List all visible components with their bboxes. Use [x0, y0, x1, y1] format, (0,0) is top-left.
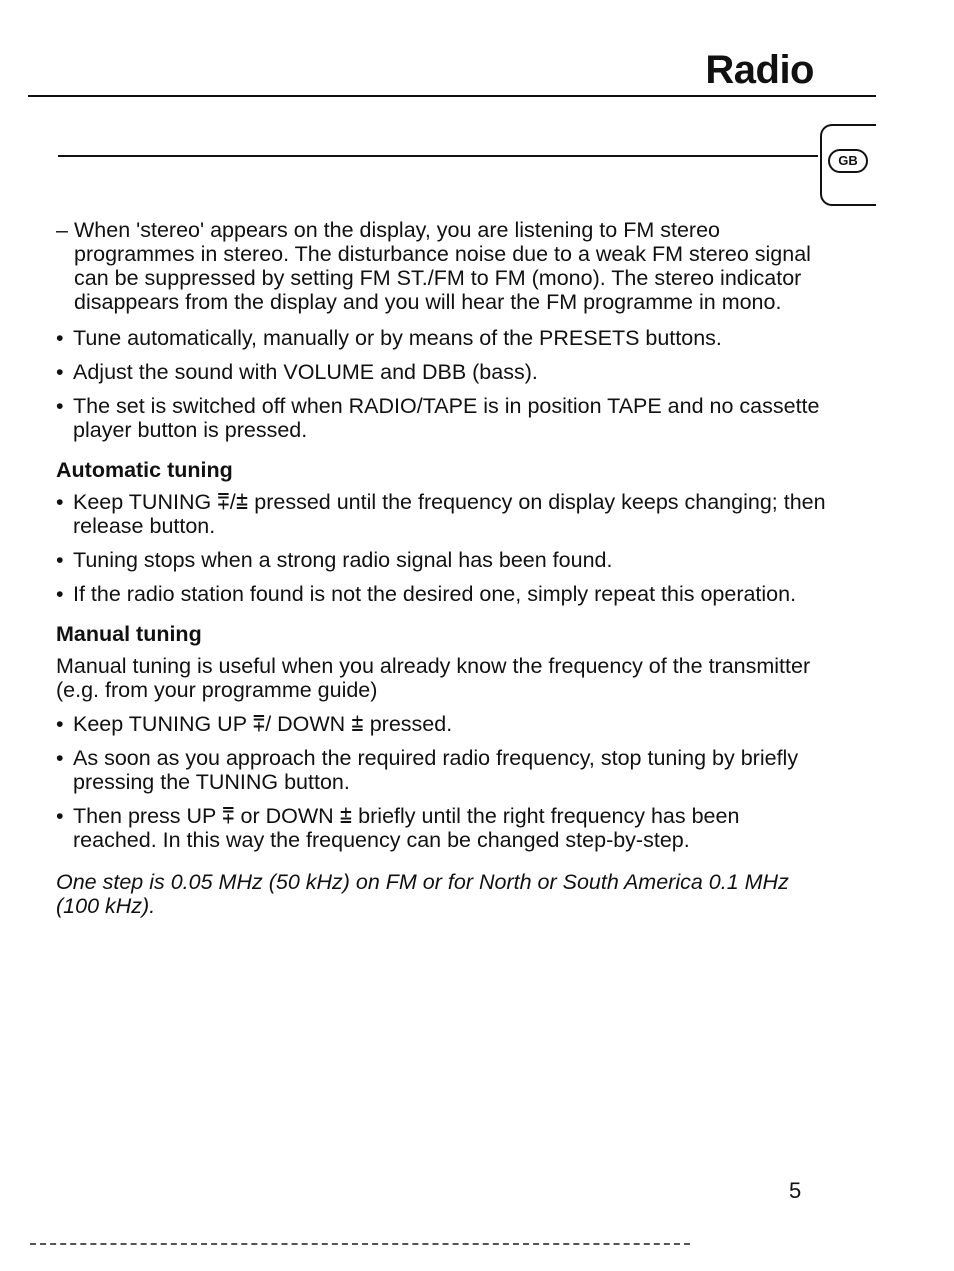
language-tab	[820, 124, 876, 206]
list-item	[56, 394, 826, 442]
list-item	[56, 326, 826, 350]
bullet-marker: •	[56, 360, 64, 384]
list-item-text: Tune automatically, manually or by means of the PRESETS buttons.	[73, 326, 722, 350]
header-rule	[28, 95, 876, 97]
language-badge: GB	[828, 149, 868, 173]
list-item-text: Adjust the sound with VOLUME and DBB (bass).	[73, 360, 538, 384]
section-heading-manual-tuning: Manual tuning	[56, 622, 202, 646]
page-title: Radio	[705, 48, 814, 92]
bullet-marker: •	[56, 326, 64, 350]
bullet-marker: •	[56, 804, 64, 828]
bullet-marker: •	[56, 490, 64, 514]
dash-marker: –	[56, 218, 68, 242]
bullet-marker: •	[56, 394, 64, 418]
list-item-text: Keep TUNING UP ⩱/ DOWN ⩲ pressed.	[73, 712, 453, 736]
list-item-text: If the radio station found is not the desired one, simply repeat this operation.	[73, 582, 797, 606]
list-item	[56, 490, 826, 538]
list-item	[56, 548, 826, 572]
list-item	[56, 360, 826, 384]
bullet-marker: •	[56, 746, 64, 770]
list-item	[56, 804, 826, 852]
intro-paragraph	[56, 218, 826, 314]
intro-text: When 'stereo' appears on the display, you are listening to FM stereo programmes in stereo. The disturbance noise due to a weak FM stereo signal can be suppressed by setting FM ST./FM to FM (mono). The stereo indicator disappears from the display and you will hear the FM programme in mono.	[74, 218, 811, 314]
list-item-text: Then press UP ⩱ or DOWN ⩲ briefly until the right frequency has been reached. In this way the frequency can be changed step-by-step.	[73, 804, 740, 852]
footer-rule	[30, 1243, 690, 1245]
list-item-text: As soon as you approach the required radio frequency, stop tuning by briefly pressing the TUNING button.	[73, 746, 799, 794]
list-item	[56, 582, 826, 606]
list-item	[56, 712, 826, 736]
list-item-text: Keep TUNING ⩱/⩲ pressed until the frequency on display keeps changing; then release button.	[73, 490, 826, 538]
bullet-marker: •	[56, 712, 64, 736]
page-number: 5	[789, 1178, 802, 1203]
bullet-marker: •	[56, 548, 64, 572]
list-item	[56, 746, 826, 794]
section-heading-automatic-tuning: Automatic tuning	[56, 458, 233, 482]
manual-tuning-intro: Manual tuning is useful when you already know the frequency of the transmitter (e.g. from your programme guide)	[56, 654, 811, 702]
section-rule	[58, 155, 818, 157]
list-item-text: The set is switched off when RADIO/TAPE is in position TAPE and no cassette player button is pressed.	[73, 394, 820, 442]
list-item-text: Tuning stops when a strong radio signal has been found.	[73, 548, 613, 572]
frequency-step-note: One step is 0.05 MHz (50 kHz) on FM or for North or South America 0.1 MHz (100 kHz).	[56, 870, 789, 918]
bullet-marker: •	[56, 582, 64, 606]
page-content	[56, 218, 826, 918]
